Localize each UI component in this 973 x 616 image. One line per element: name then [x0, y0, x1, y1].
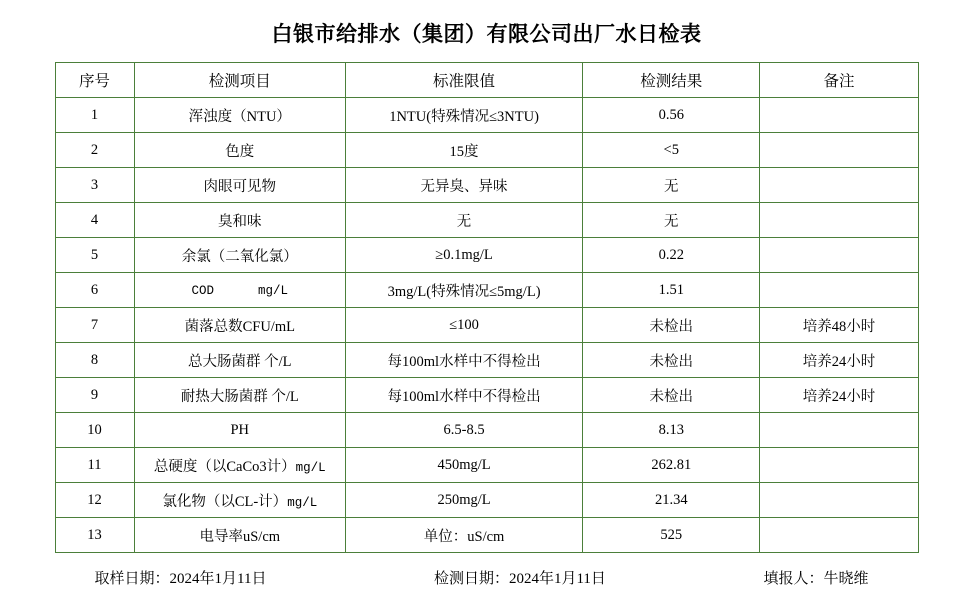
column-header-result: 检测结果 — [583, 63, 760, 98]
cell-no: 11 — [55, 448, 134, 483]
table-row — [55, 448, 918, 483]
table-body — [55, 98, 918, 553]
cell-no: 12 — [55, 483, 134, 518]
page-title: 白银市给排水（集团）有限公司出厂水日检表 — [271, 22, 702, 46]
sampling-date: 取样日期：2024年1月11日 — [94, 571, 267, 587]
column-header-limit: 标准限值 — [346, 63, 583, 98]
column-header-no: 序号 — [55, 63, 134, 98]
cell-item: 色度 — [134, 133, 345, 168]
cell-limit: 每100ml水样中不得检出 — [346, 378, 583, 413]
cell-result: 525 — [583, 518, 760, 553]
table-row — [55, 518, 918, 553]
cell-result: 1.51 — [583, 273, 760, 308]
cell-item-unit: mg/L — [287, 495, 318, 510]
cell-remark — [760, 203, 918, 238]
cell-result: 8.13 — [583, 413, 760, 448]
cell-limit: 250mg/L — [346, 483, 583, 518]
cell-item-name: 总硬度（以CaCo3计） — [153, 458, 296, 475]
cell-item: 肉眼可见物 — [134, 168, 345, 203]
cell-result: 21.34 — [583, 483, 760, 518]
cell-item: 总大肠菌群 个/L — [134, 343, 345, 378]
cell-result: 未检出 — [583, 343, 760, 378]
cell-item-name: COD — [191, 283, 215, 298]
table-row — [55, 273, 918, 308]
cell-limit: 3mg/L(特殊情况≤5mg/L) — [346, 273, 583, 308]
cell-no: 13 — [55, 518, 134, 553]
cell-limit: ≥0.1mg/L — [346, 238, 583, 273]
cell-item: 菌落总数CFU/mL — [134, 308, 345, 343]
table-row — [55, 343, 918, 378]
cell-remark: 培养24小时 — [760, 343, 918, 378]
cell-item: PH — [134, 413, 345, 448]
cell-item — [134, 273, 345, 308]
table-row — [55, 483, 918, 518]
document-footer — [55, 567, 919, 588]
cell-limit: 15度 — [346, 133, 583, 168]
cell-remark — [760, 133, 918, 168]
cell-result: 无 — [583, 203, 760, 238]
cell-item-unit: mg/L — [258, 283, 289, 298]
table-header-row — [55, 63, 918, 98]
cell-remark — [760, 238, 918, 273]
table-row — [55, 238, 918, 273]
cell-item — [134, 483, 345, 518]
testing-date: 检测日期：2024年1月11日 — [433, 571, 606, 587]
cell-item — [134, 448, 345, 483]
cell-item: 余氯（二氧化氯） — [134, 238, 345, 273]
reporter-name: 填报人：牛晓维 — [763, 571, 869, 587]
table-row — [55, 133, 918, 168]
table-row — [55, 378, 918, 413]
cell-limit: 每100ml水样中不得检出 — [346, 343, 583, 378]
table-row — [55, 308, 918, 343]
cell-result: <5 — [583, 133, 760, 168]
cell-remark: 培养24小时 — [760, 378, 918, 413]
cell-remark — [760, 168, 918, 203]
table-row — [55, 168, 918, 203]
cell-no: 4 — [55, 203, 134, 238]
cell-no: 8 — [55, 343, 134, 378]
cell-item: 电导率uS/cm — [134, 518, 345, 553]
table-row — [55, 203, 918, 238]
cell-result: 未检出 — [583, 378, 760, 413]
table-row — [55, 413, 918, 448]
cell-limit: 1NTU(特殊情况≤3NTU) — [346, 98, 583, 133]
cell-limit: 450mg/L — [346, 448, 583, 483]
cell-item: 臭和味 — [134, 203, 345, 238]
cell-no: 3 — [55, 168, 134, 203]
cell-item-unit: mg/L — [295, 460, 326, 475]
cell-result: 0.56 — [583, 98, 760, 133]
cell-remark — [760, 483, 918, 518]
cell-limit: ≤100 — [346, 308, 583, 343]
cell-result: 未检出 — [583, 308, 760, 343]
cell-no: 1 — [55, 98, 134, 133]
cell-limit: 6.5-8.5 — [346, 413, 583, 448]
cell-item: 浑浊度（NTU） — [134, 98, 345, 133]
cell-no: 5 — [55, 238, 134, 273]
table-header — [55, 63, 918, 98]
cell-result: 无 — [583, 168, 760, 203]
report-table — [55, 62, 919, 553]
cell-item-name: 氯化物（以CL-计） — [162, 493, 288, 510]
cell-no: 10 — [55, 413, 134, 448]
cell-remark — [760, 448, 918, 483]
cell-result: 0.22 — [583, 238, 760, 273]
cell-remark — [760, 413, 918, 448]
report-table-container — [55, 62, 919, 553]
cell-remark — [760, 518, 918, 553]
cell-remark: 培养48小时 — [760, 308, 918, 343]
cell-result: 262.81 — [583, 448, 760, 483]
cell-no: 7 — [55, 308, 134, 343]
document-page — [0, 18, 973, 616]
column-header-item: 检测项目 — [134, 63, 345, 98]
cell-no: 6 — [55, 273, 134, 308]
cell-limit: 无异臭、异味 — [346, 168, 583, 203]
column-header-remark: 备注 — [760, 63, 918, 98]
cell-remark — [760, 98, 918, 133]
cell-no: 2 — [55, 133, 134, 168]
table-row — [55, 98, 918, 133]
cell-limit: 无 — [346, 203, 583, 238]
cell-limit: 单位：uS/cm — [346, 518, 583, 553]
cell-no: 9 — [55, 378, 134, 413]
cell-remark — [760, 273, 918, 308]
cell-item: 耐热大肠菌群 个/L — [134, 378, 345, 413]
